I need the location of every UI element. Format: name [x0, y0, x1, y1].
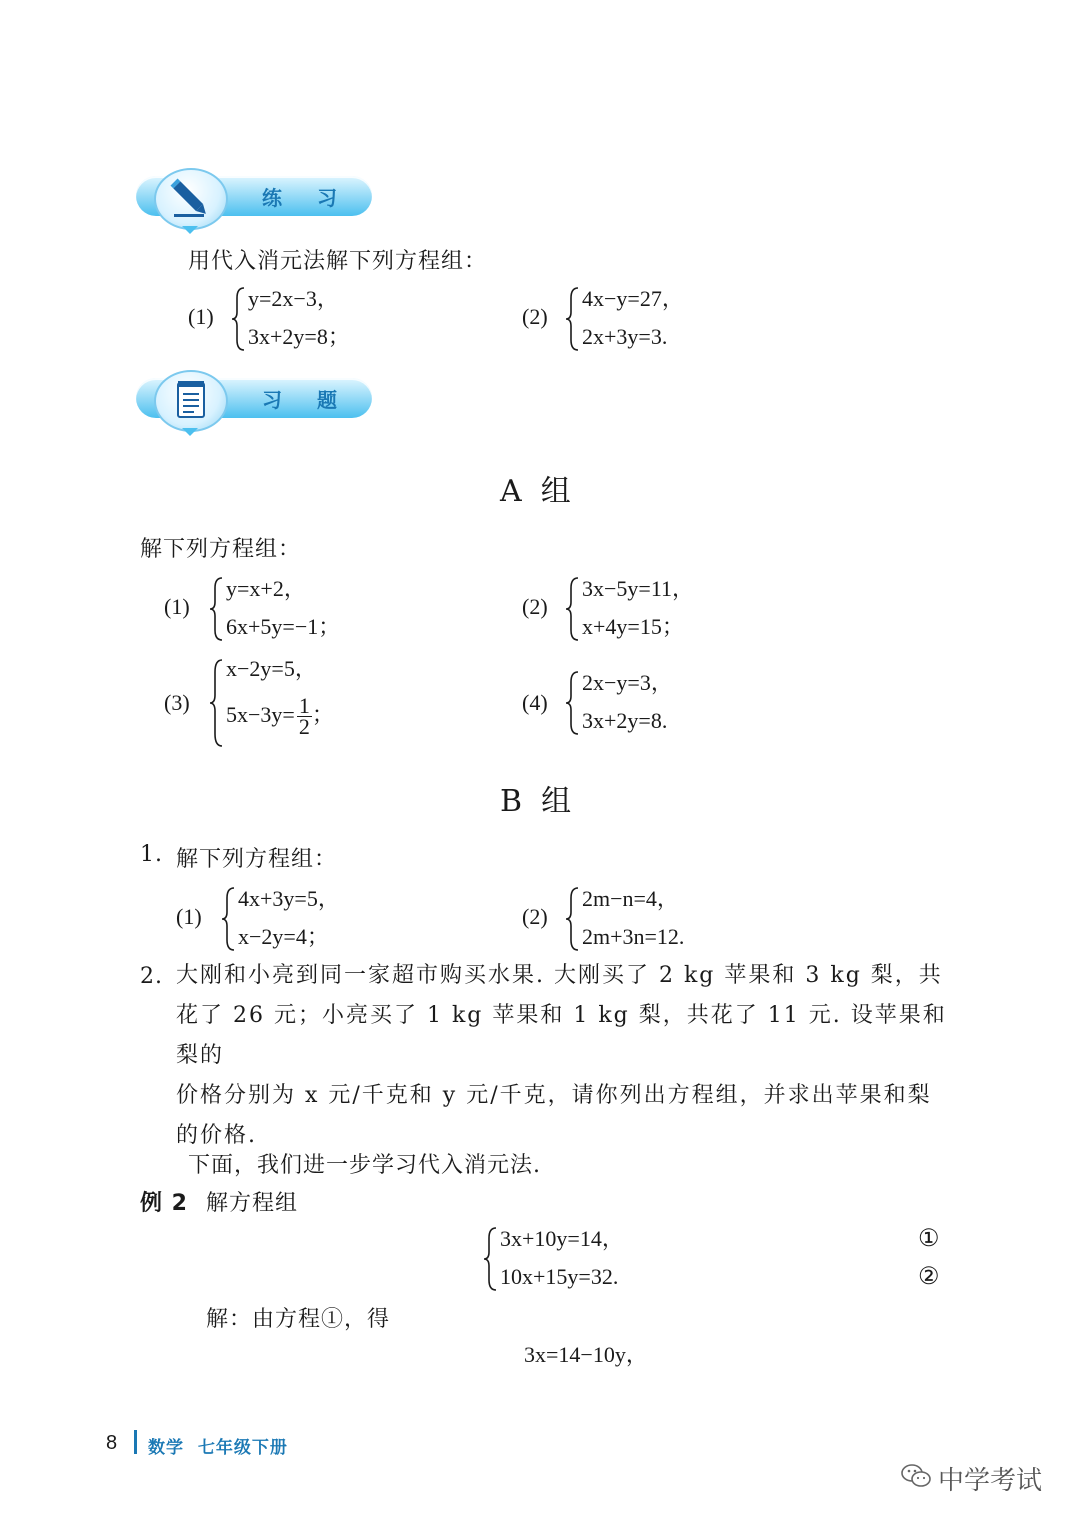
group-b-q1-text: 解下列方程组： [176, 847, 338, 872]
notepad-icon [154, 370, 228, 432]
group-a-problem-1-num: (1) [164, 594, 190, 619]
brace [220, 886, 236, 952]
group-a-problem-3-eq2 [226, 693, 334, 740]
group-a-problem-4-eq2: 3x+2y=8. [582, 708, 668, 733]
practice-badge-label: 练 习 [262, 186, 351, 210]
text-line: 的价格. [176, 1123, 257, 1148]
group-a-problem-2-eq1: 3x−5y=11， [582, 576, 694, 601]
exercises-badge-label: 习 题 [262, 388, 351, 412]
watermark-text: 中学考试 [938, 1466, 1043, 1496]
example-eq2-tag: ② [918, 1264, 940, 1290]
example-eq1-tag: ① [918, 1226, 940, 1252]
group-b-q1-label: 1. [140, 842, 163, 867]
brace [564, 286, 580, 352]
practice-problem-2-num: (2) [522, 304, 548, 329]
text-line: 大刚和小亮到同一家超市购买水果. 大刚买了 2 kg 苹果和 3 kg 梨，共 [176, 963, 943, 988]
group-a-problem-4-num: (4) [522, 690, 548, 715]
brace [230, 286, 246, 352]
practice-problem-1-num: (1) [188, 304, 214, 329]
group-b-problem-1-eq2: x−2y=4； [238, 924, 329, 949]
practice-problem-1-eq2: 3x+2y=8； [248, 324, 350, 349]
example-text: 解方程组 [206, 1191, 299, 1216]
practice-badge [136, 168, 372, 228]
group-a-problem-1-eq2: 6x+5y=−1； [226, 614, 341, 639]
wechat-icon [900, 1462, 932, 1494]
brace [564, 576, 580, 642]
solution-step: 3x=14−10y， [524, 1342, 648, 1367]
group-a-problem-3-eq2-left: 5x−3y= [226, 702, 295, 727]
group-a-problem-1-eq1: y=x+2， [226, 576, 306, 601]
book-title: 数学 七年级下册 [148, 1438, 288, 1458]
fraction [297, 693, 312, 740]
group-b-problem-2-eq1: 2m−n=4， [582, 886, 679, 911]
practice-problem-2-eq1: 4x−y=27， [582, 286, 684, 311]
group-a-title: A 组 [500, 474, 571, 509]
brace [564, 670, 580, 736]
group-a-problem-4-eq1: 2x−y=3， [582, 670, 673, 695]
practice-instruction: 用代入消元法解下列方程组： [188, 249, 488, 274]
practice-problem-2-eq2: 2x+3y=3. [582, 324, 668, 349]
example-eq2: 10x+15y=32. [500, 1264, 619, 1289]
group-a-problem-2-num: (2) [522, 594, 548, 619]
brace [208, 576, 224, 642]
group-a-instruction: 解下列方程组： [140, 537, 302, 562]
text-line: 价格分别为 x 元/千克和 y 元/千克，请你列出方程组，并求出苹果和梨 [176, 1083, 932, 1108]
pencil-icon [154, 168, 228, 230]
brace [564, 886, 580, 952]
text-line: 花了 26 元；小亮买了 1 kg 苹果和 1 kg 梨，共花了 11 元. 设苹果和梨的 [176, 1003, 947, 1068]
footer-divider [134, 1430, 137, 1454]
solution-text: 解：由方程①，得 [206, 1307, 391, 1332]
lesson-intro: 下面，我们进一步学习代入消元法. [188, 1153, 541, 1178]
group-b-problem-2-num: (2) [522, 904, 548, 929]
practice-problem-1-eq1: y=2x−3， [248, 286, 339, 311]
group-b-q2-text [176, 956, 956, 1156]
page-number: 8 [106, 1432, 118, 1454]
example-label: 例 2 [140, 1191, 188, 1216]
group-b-title: B 组 [500, 784, 572, 819]
brace [208, 658, 224, 748]
group-a-problem-3-eq1: x−2y=5， [226, 656, 317, 681]
group-b-q2-label: 2. [140, 964, 163, 989]
group-a-problem-2-eq2: x+4y=15； [582, 614, 684, 639]
group-b-problem-1-eq1: 4x+3y=5， [238, 886, 340, 911]
fraction-numerator: 1 [298, 693, 310, 719]
group-a-problem-3-num: (3) [164, 690, 190, 715]
fraction-denominator: 2 [298, 714, 310, 740]
example-eq1: 3x+10y=14， [500, 1226, 624, 1251]
group-a-problem-3-eq2-end: ； [311, 702, 334, 727]
group-b-problem-1-num: (1) [176, 904, 202, 929]
brace [482, 1226, 498, 1292]
group-b-problem-2-eq2: 2m+3n=12. [582, 924, 685, 949]
exercises-badge [136, 370, 372, 430]
